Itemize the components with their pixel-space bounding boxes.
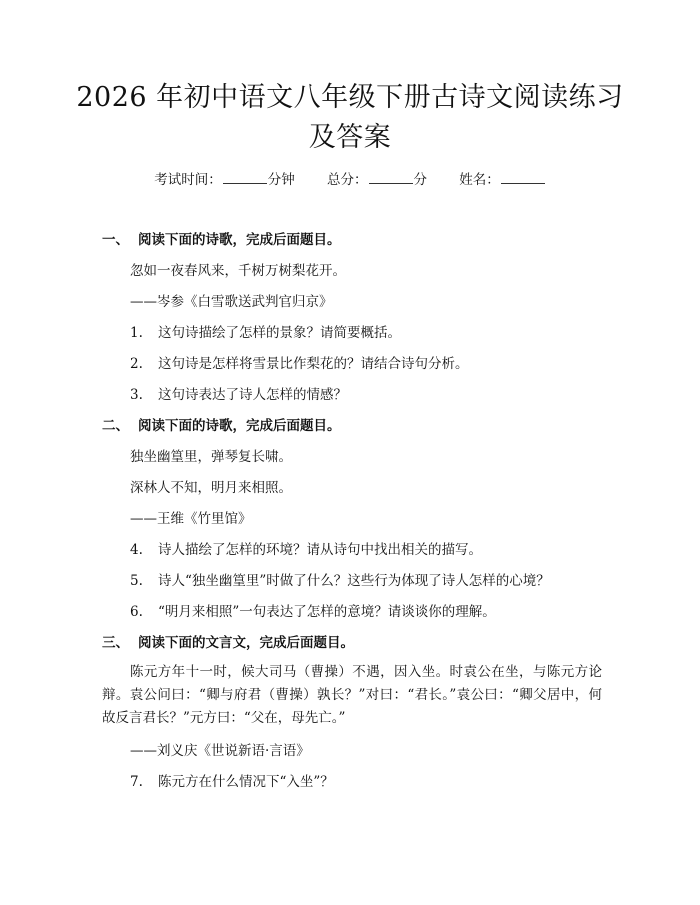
student-name (459, 172, 546, 188)
document-title (60, 78, 640, 158)
poem-source: ——王维《竹里馆》 (130, 511, 252, 527)
time-label: 考试时间： (154, 172, 222, 188)
section-heading-2 (102, 413, 602, 444)
section-title: 阅读下面的文言文，完成后面题目。 (138, 635, 354, 651)
question-text: 诗人描绘了怎样的环境？请从诗句中找出相关的描写。 (158, 542, 482, 558)
poem-line: 忽如一夜春风来，千树万树梨花开。 (130, 263, 346, 279)
question-number: 7. (130, 774, 143, 790)
question-text: “明月来相照”一句表达了怎样的意境？请谈谈你的理解。 (158, 604, 496, 620)
time-blank[interactable] (223, 171, 267, 184)
section-title: 阅读下面的诗歌，完成后面题目。 (138, 418, 341, 434)
name-label: 姓名： (459, 172, 500, 188)
section-number: 三、 (102, 635, 129, 651)
poem-line: 深林人不知，明月来相照。 (130, 480, 292, 496)
question-4 (102, 537, 602, 568)
section-heading-3 (102, 630, 602, 661)
score-label: 总分： (327, 172, 368, 188)
question-text: 这句诗表达了诗人怎样的情感？ (158, 387, 347, 403)
title-line-2: 及答案 (308, 122, 392, 153)
section-heading-1 (102, 227, 602, 258)
title-line-1: 2026 年初中语文八年级下册古诗文阅读练习 (76, 82, 624, 113)
question-number: 1. (130, 325, 143, 341)
content (102, 227, 602, 800)
exam-info (0, 168, 700, 188)
question-number: 4. (130, 542, 143, 558)
question-text: 陈元方在什么情况下“入坐”？ (158, 774, 334, 790)
name-blank[interactable] (501, 171, 545, 184)
question-1 (102, 320, 602, 351)
question-text: 诗人“独坐幽篁里”时做了什么？这些行为体现了诗人怎样的心境？ (158, 573, 550, 589)
question-6 (102, 599, 602, 630)
question-3 (102, 382, 602, 413)
question-2 (102, 351, 602, 382)
classical-passage: 陈元方年十一时，候大司马（曹操）不遇，因入坐。时袁公在坐，与陈元方论辩。袁公问曰：“卿与府君（曹操）孰长？”对曰：“君长。”袁公曰：“卿父居中，何故反言君长？”元方曰：“父在，母先亡。” (102, 664, 602, 726)
poem-source: ——岑参《白雪歌送武判官归京》 (130, 294, 333, 310)
question-text: 这句诗是怎样将雪景比作梨花的？请结合诗句分析。 (158, 356, 469, 372)
section-number: 一、 (102, 232, 129, 248)
score-blank[interactable] (369, 171, 413, 184)
passage-source: ——刘义庆《世说新语·言语》 (130, 743, 310, 759)
question-number: 5. (130, 573, 143, 589)
time-unit: 分钟 (267, 172, 295, 188)
question-5 (102, 568, 602, 599)
question-number: 2. (130, 356, 143, 372)
total-score (327, 172, 427, 188)
question-7 (102, 769, 602, 800)
section-number: 二、 (102, 418, 129, 434)
exam-time (154, 172, 295, 188)
question-number: 6. (130, 604, 143, 620)
score-unit: 分 (413, 172, 427, 188)
question-text: 这句诗描绘了怎样的景象？请简要概括。 (158, 325, 401, 341)
section-title: 阅读下面的诗歌，完成后面题目。 (138, 232, 341, 248)
question-number: 3. (130, 387, 143, 403)
poem-line: 独坐幽篁里，弹琴复长啸。 (130, 449, 292, 465)
